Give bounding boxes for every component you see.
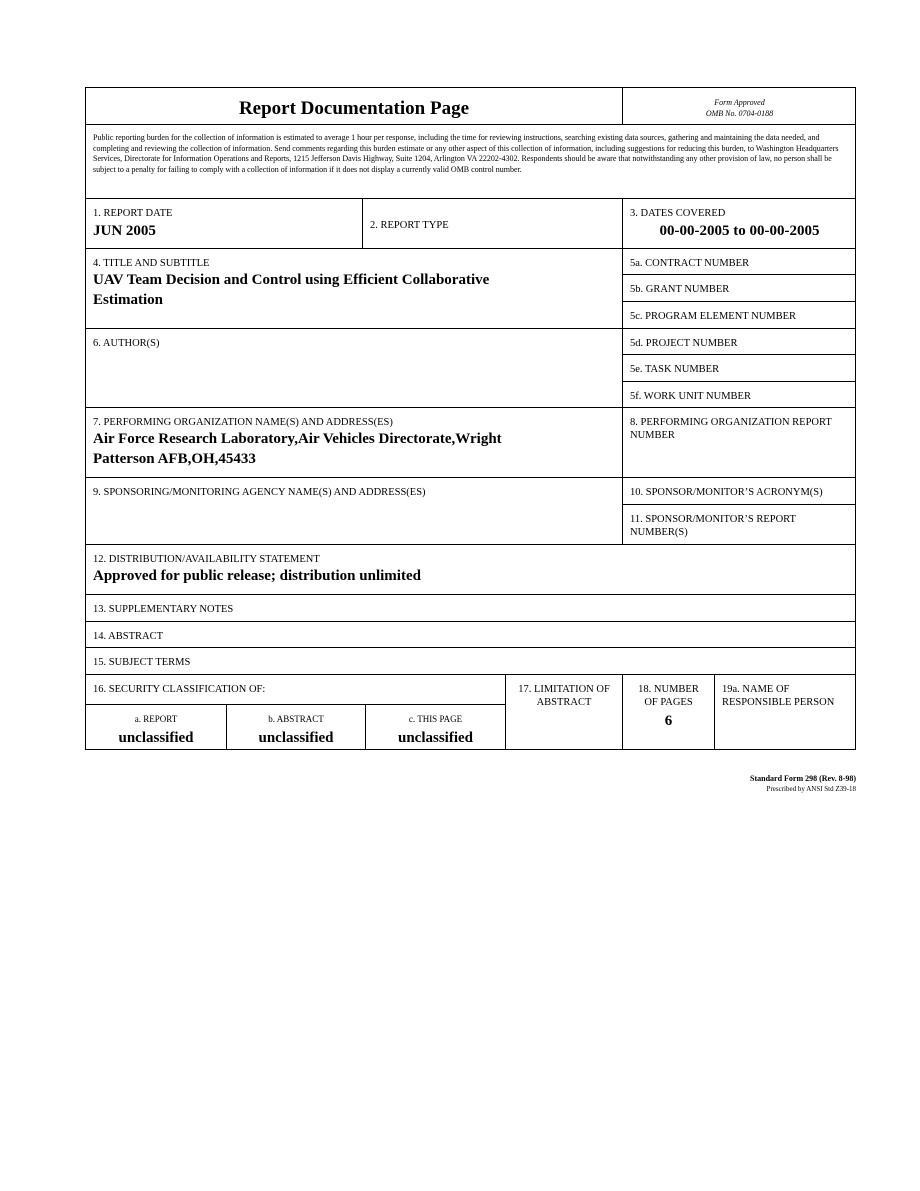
dates-covered-label: 3. DATES COVERED xyxy=(630,208,726,219)
task-number-field: 5e. TASK NUMBER xyxy=(622,354,856,381)
report-documentation-form xyxy=(85,87,856,750)
report-type-field xyxy=(362,198,622,248)
page-title: Report Documentation Page xyxy=(238,98,470,119)
number-pages-value: 6 xyxy=(664,713,673,729)
form-approved-box xyxy=(622,88,856,124)
authors-field: 6. AUTHOR(S) xyxy=(86,328,622,407)
standard-form-label: Standard Form 298 (Rev. 8-98) xyxy=(750,774,856,783)
security-abstract-label: b. ABSTRACT xyxy=(268,714,324,724)
performing-report-field: 8. PERFORMING ORGANIZATION REPORT NUMBER xyxy=(622,407,856,477)
burden-statement: Public reporting burden for the collection of information is estimated to average 1 hour per response, including the time for reviewing instructions, searching existing data sources, gathering and maintaining the data needed, and completing and reviewing the collection of information. Send comments regarding this burden estimate or any other aspect of this collection of information, including suggestions for reducing this burden, to Washington Headquarters Services, Directorate for Information Operations and Reports, 1215 Jefferson Davis Highway, Suite 1204, Arlington VA 22202-4302. Respondents should be aware that notwithstanding any other provision of law, no person shall be subject to a penalty for failing to comply with a collection of information if it does not display a currently valid OMB control number. xyxy=(86,124,856,198)
responsible-person-field: 19a. NAME OF RESPONSIBLE PERSON xyxy=(714,674,856,750)
grant-number-field: 5b. GRANT NUMBER xyxy=(622,274,856,301)
security-classification-label: 16. SECURITY CLASSIFICATION OF: xyxy=(86,674,505,704)
security-this-page-value: unclassified xyxy=(397,730,473,746)
sponsoring-agency-field: 9. SPONSORING/MONITORING AGENCY NAME(S) AND ADDRESS(ES) xyxy=(86,477,622,544)
subject-terms-field: 15. SUBJECT TERMS xyxy=(86,647,856,674)
work-unit-field: 5f. WORK UNIT NUMBER xyxy=(622,381,856,407)
limitation-field: 17. LIMITATION OF ABSTRACT xyxy=(505,674,622,750)
number-pages-field xyxy=(622,674,714,750)
security-report-cell xyxy=(86,704,226,750)
report-date-field xyxy=(86,198,362,248)
form-approved-text: Form Approved xyxy=(714,98,765,107)
report-date-label: 1. REPORT DATE xyxy=(93,208,173,219)
abstract-field: 14. ABSTRACT xyxy=(86,621,856,647)
dates-covered-field xyxy=(622,198,856,248)
dates-covered-value: 00-00-2005 to 00-00-2005 xyxy=(659,223,820,239)
security-report-label: a. REPORT xyxy=(134,714,178,724)
omb-number: OMB No. 0704-0188 xyxy=(705,109,774,118)
security-this-page-label: c. THIS PAGE xyxy=(408,714,463,724)
contract-number-field: 5a. CONTRACT NUMBER xyxy=(622,248,856,274)
performing-org-field xyxy=(86,407,622,477)
title-subtitle-label: 4. TITLE AND SUBTITLE xyxy=(93,258,210,269)
title-subtitle-field xyxy=(86,248,622,328)
number-pages-label: 18. NUMBER OF PAGES xyxy=(638,684,699,708)
program-element-field: 5c. PROGRAM ELEMENT NUMBER xyxy=(622,301,856,328)
title-subtitle-value: UAV Team Decision and Control using Efficient Collaborative Estimation xyxy=(93,272,490,308)
report-type-label: 2. REPORT TYPE xyxy=(370,220,449,231)
distribution-field xyxy=(86,544,856,594)
security-abstract-cell xyxy=(226,704,365,750)
security-abstract-value: unclassified xyxy=(258,730,334,746)
security-report-value: unclassified xyxy=(118,730,194,746)
performing-org-label: 7. PERFORMING ORGANIZATION NAME(S) AND ADDRESS(ES) xyxy=(93,417,393,428)
distribution-label: 12. DISTRIBUTION/AVAILABILITY STATEMENT xyxy=(93,554,320,565)
project-number-field: 5d. PROJECT NUMBER xyxy=(622,328,856,354)
sponsor-acronym-field: 10. SPONSOR/MONITOR’S ACRONYM(S) xyxy=(622,477,856,504)
report-date-value: JUN 2005 xyxy=(93,223,156,239)
performing-org-value: Air Force Research Laboratory,Air Vehicles Directorate,Wright Patterson AFB,OH,45433 xyxy=(93,431,502,467)
distribution-value: Approved for public release; distribution unlimited xyxy=(93,568,421,584)
security-this-page-cell xyxy=(365,704,505,750)
supplementary-notes-field: 13. SUPPLEMENTARY NOTES xyxy=(86,594,856,621)
prescribed-by-label: Prescribed by ANSI Std Z39-18 xyxy=(766,785,856,793)
sponsor-report-field: 11. SPONSOR/MONITOR’S REPORT NUMBER(S) xyxy=(622,504,856,544)
